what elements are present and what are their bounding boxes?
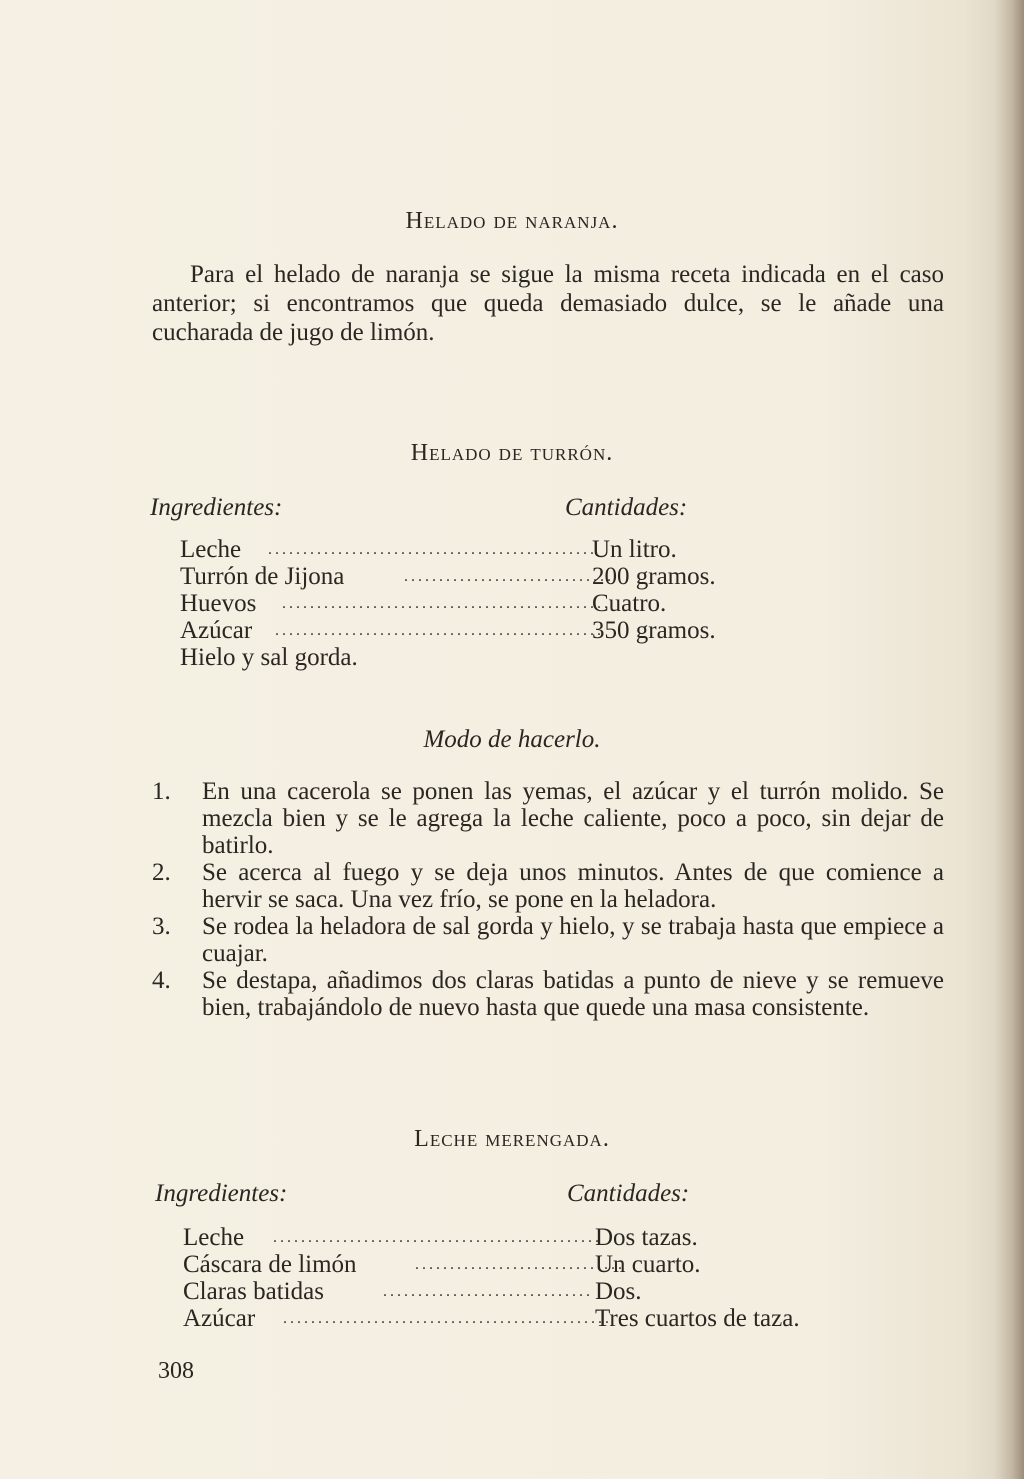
ingredient-name: Azúcar — [183, 1305, 256, 1332]
step-number: 2. — [152, 859, 171, 886]
leader-dots: ............................................... — [268, 541, 597, 558]
section-title-leche-merengada: Leche merengada. — [414, 1126, 610, 1152]
paragraph-text: Para el helado de naranja se sigue la misma receta indicada en el caso anterior; si encontramos que queda demasiado dulce, se le añade una cucharada de jugo de limón. — [152, 261, 944, 346]
ingredient-row — [180, 536, 597, 563]
quantity-value: Dos tazas. — [595, 1224, 698, 1251]
ingredient-name: Leche — [183, 1224, 245, 1251]
quantity-value: Cuatro. — [592, 590, 667, 617]
ingredients-label: Ingredientes: — [150, 494, 283, 521]
ingredient-name: Turrón de Jijona — [180, 563, 345, 590]
quantities-label: Cantidades: — [567, 1180, 690, 1207]
quantity-value: 350 gramos. — [592, 617, 716, 644]
quantity-value: Tres cuartos de taza. — [595, 1305, 800, 1332]
ingredient-name: Leche — [180, 536, 242, 563]
step-item — [152, 913, 944, 967]
step-item — [152, 859, 944, 913]
quantities-label: Cantidades: — [565, 494, 688, 521]
ingredient-name: Azúcar — [180, 617, 253, 644]
step-text: En una cacerola se ponen las yemas, el azúcar y el turrón molido. Se mezcla bien y se le agrega la leche caliente, poco a poco, sin dejar de batirlo. — [202, 778, 944, 859]
ingredient-row — [180, 644, 530, 671]
ingredient-row — [180, 590, 611, 617]
quantity-list — [595, 1224, 800, 1332]
leader-dots: ............................................... — [275, 622, 604, 639]
leader-dots: .............................. — [383, 1283, 593, 1300]
quantity-list — [592, 536, 716, 644]
quantity-value: Dos. — [595, 1278, 642, 1305]
quantity-value: Un litro. — [592, 536, 677, 563]
ingredient-row — [183, 1278, 593, 1305]
method-title: Modo de hacerlo. — [423, 726, 601, 753]
step-text: Se rodea la heladora de sal gorda y hielo, y se trabaja hasta que empiece a cuajar. — [202, 913, 944, 967]
page-number: 308 — [158, 1358, 194, 1384]
method-steps — [152, 778, 944, 1021]
step-text: Se destapa, añadimos dos claras batidas a punto de nieve y se remueve bien, trabajándolo de nuevo hasta que quede una masa consistente. — [202, 967, 944, 1021]
ingredient-name: Hielo y sal gorda. — [180, 644, 358, 671]
ingredient-row — [183, 1224, 602, 1251]
ingredient-row — [180, 563, 614, 590]
ingredient-row — [183, 1305, 612, 1332]
leader-dots: .............................. — [415, 1256, 625, 1273]
step-number: 4. — [152, 967, 171, 994]
leader-dots: .............................. — [404, 568, 614, 585]
quantity-value: 200 gramos. — [592, 563, 716, 590]
paragraph-helado-naranja — [152, 260, 944, 347]
ingredients-label: Ingredientes: — [155, 1180, 288, 1207]
section-title-helado-naranja: Helado de naranja. — [405, 208, 619, 234]
leader-dots: ............................................... — [283, 1310, 612, 1327]
step-item — [152, 778, 944, 859]
ingredient-row — [183, 1251, 625, 1278]
step-number: 1. — [152, 778, 171, 805]
step-item — [152, 967, 944, 1021]
leader-dots: ............................................... — [282, 595, 611, 612]
leader-dots: ............................................... — [273, 1229, 602, 1246]
section-title-helado-turron: Helado de turrón. — [410, 440, 614, 466]
ingredient-name: Huevos — [180, 590, 257, 617]
step-number: 3. — [152, 913, 171, 940]
ingredient-row — [180, 617, 604, 644]
quantity-value: Un cuarto. — [595, 1251, 701, 1278]
ingredient-list — [180, 536, 614, 671]
step-text: Se acerca al fuego y se deja unos minutos. Antes de que comience a hervir se saca. Una vez frío, se pone en la heladora. — [202, 859, 944, 913]
ingredient-name: Claras batidas — [183, 1278, 324, 1305]
ingredient-name: Cáscara de limón — [183, 1251, 357, 1278]
